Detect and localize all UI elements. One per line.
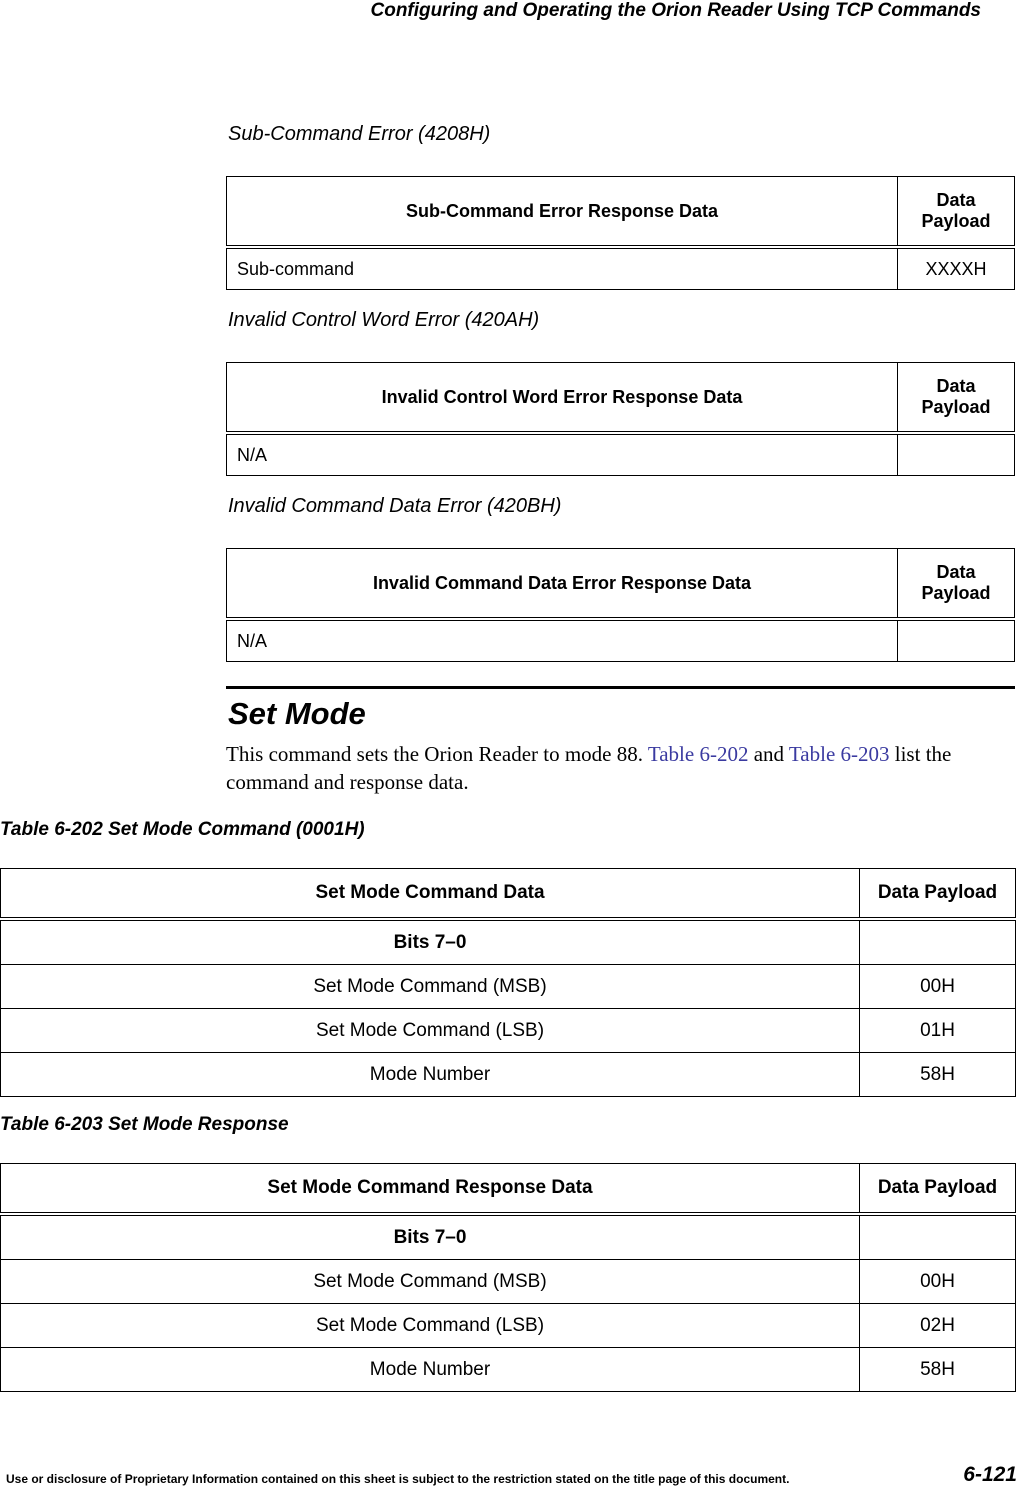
column-header-command-data: Set Mode Command Data [1,869,860,920]
sub-command-error-heading: Sub-Command Error (4208H) [228,123,491,145]
proprietary-notice: Use or disclosure of Proprietary Information contained on this sheet is subject to the restriction stated on the title page of this document. [6,1472,790,1486]
row-label: Mode Number [1,1348,860,1392]
table-row [1,1009,1016,1053]
table-row [227,247,1015,290]
table-row [227,433,1015,476]
sub-command-error-table [226,176,1015,290]
set-mode-description: This command sets the Orion Reader to mode 88. Table 6-202 and Table 6-203 list the command and response data. [226,742,952,794]
row-label: Sub-command [227,247,898,290]
table-row [1,1260,1016,1304]
table-row [1,1304,1016,1348]
row-value: 02H [860,1304,1016,1348]
column-header-response-data: Set Mode Command Response Data [1,1164,860,1215]
column-header-response-data: Invalid Control Word Error Response Data [227,363,898,434]
column-header-response-data: Invalid Command Data Error Response Data [227,549,898,620]
row-value [898,619,1015,662]
row-label: Set Mode Command (MSB) [1,965,860,1009]
column-header-data-payload: Data Payload [860,869,1016,920]
xref-table-6-202[interactable]: Table 6-202 [647,742,749,766]
table-row [1,1214,1016,1260]
page-number: 6-121 [963,1463,1017,1486]
table-row [227,619,1015,662]
row-value: 00H [860,1260,1016,1304]
column-header-data-payload: Data Payload [898,177,1015,248]
table-row [1,1348,1016,1392]
row-label: Mode Number [1,1053,860,1097]
bits-label: Bits 7–0 [1,919,860,965]
invalid-command-data-table [226,548,1015,662]
invalid-command-data-heading: Invalid Command Data Error (420BH) [228,495,562,517]
row-label: Set Mode Command (LSB) [1,1009,860,1053]
row-value: 58H [860,1348,1016,1392]
table-6-202-caption: Table 6-202 Set Mode Command (0001H) [0,819,365,840]
row-label: N/A [227,619,898,662]
running-header: Configuring and Operating the Orion Reader Using TCP Commands [370,0,981,21]
table-6-203-caption: Table 6-203 Set Mode Response [0,1114,289,1135]
row-value [898,433,1015,476]
set-mode-command-table [0,868,1016,1097]
row-value: 00H [860,965,1016,1009]
invalid-control-word-heading: Invalid Control Word Error (420AH) [228,309,540,331]
table-row [1,1053,1016,1097]
column-header-data-payload: Data Payload [898,363,1015,434]
column-header-response-data: Sub-Command Error Response Data [227,177,898,248]
section-rule [226,686,1015,689]
row-value: 01H [860,1009,1016,1053]
set-mode-title: Set Mode [228,696,366,731]
column-header-data-payload: Data Payload [860,1164,1016,1215]
table-row [1,965,1016,1009]
bits-label: Bits 7–0 [1,1214,860,1260]
row-value: 58H [860,1053,1016,1097]
column-header-data-payload: Data Payload [898,549,1015,620]
set-mode-response-table [0,1163,1016,1392]
row-value: XXXXH [898,247,1015,290]
row-label: Set Mode Command (LSB) [1,1304,860,1348]
row-label: Set Mode Command (MSB) [1,1260,860,1304]
row-label: N/A [227,433,898,476]
table-row [1,919,1016,965]
xref-table-6-203[interactable]: Table 6-203 [788,742,890,766]
invalid-control-word-table [226,362,1015,476]
